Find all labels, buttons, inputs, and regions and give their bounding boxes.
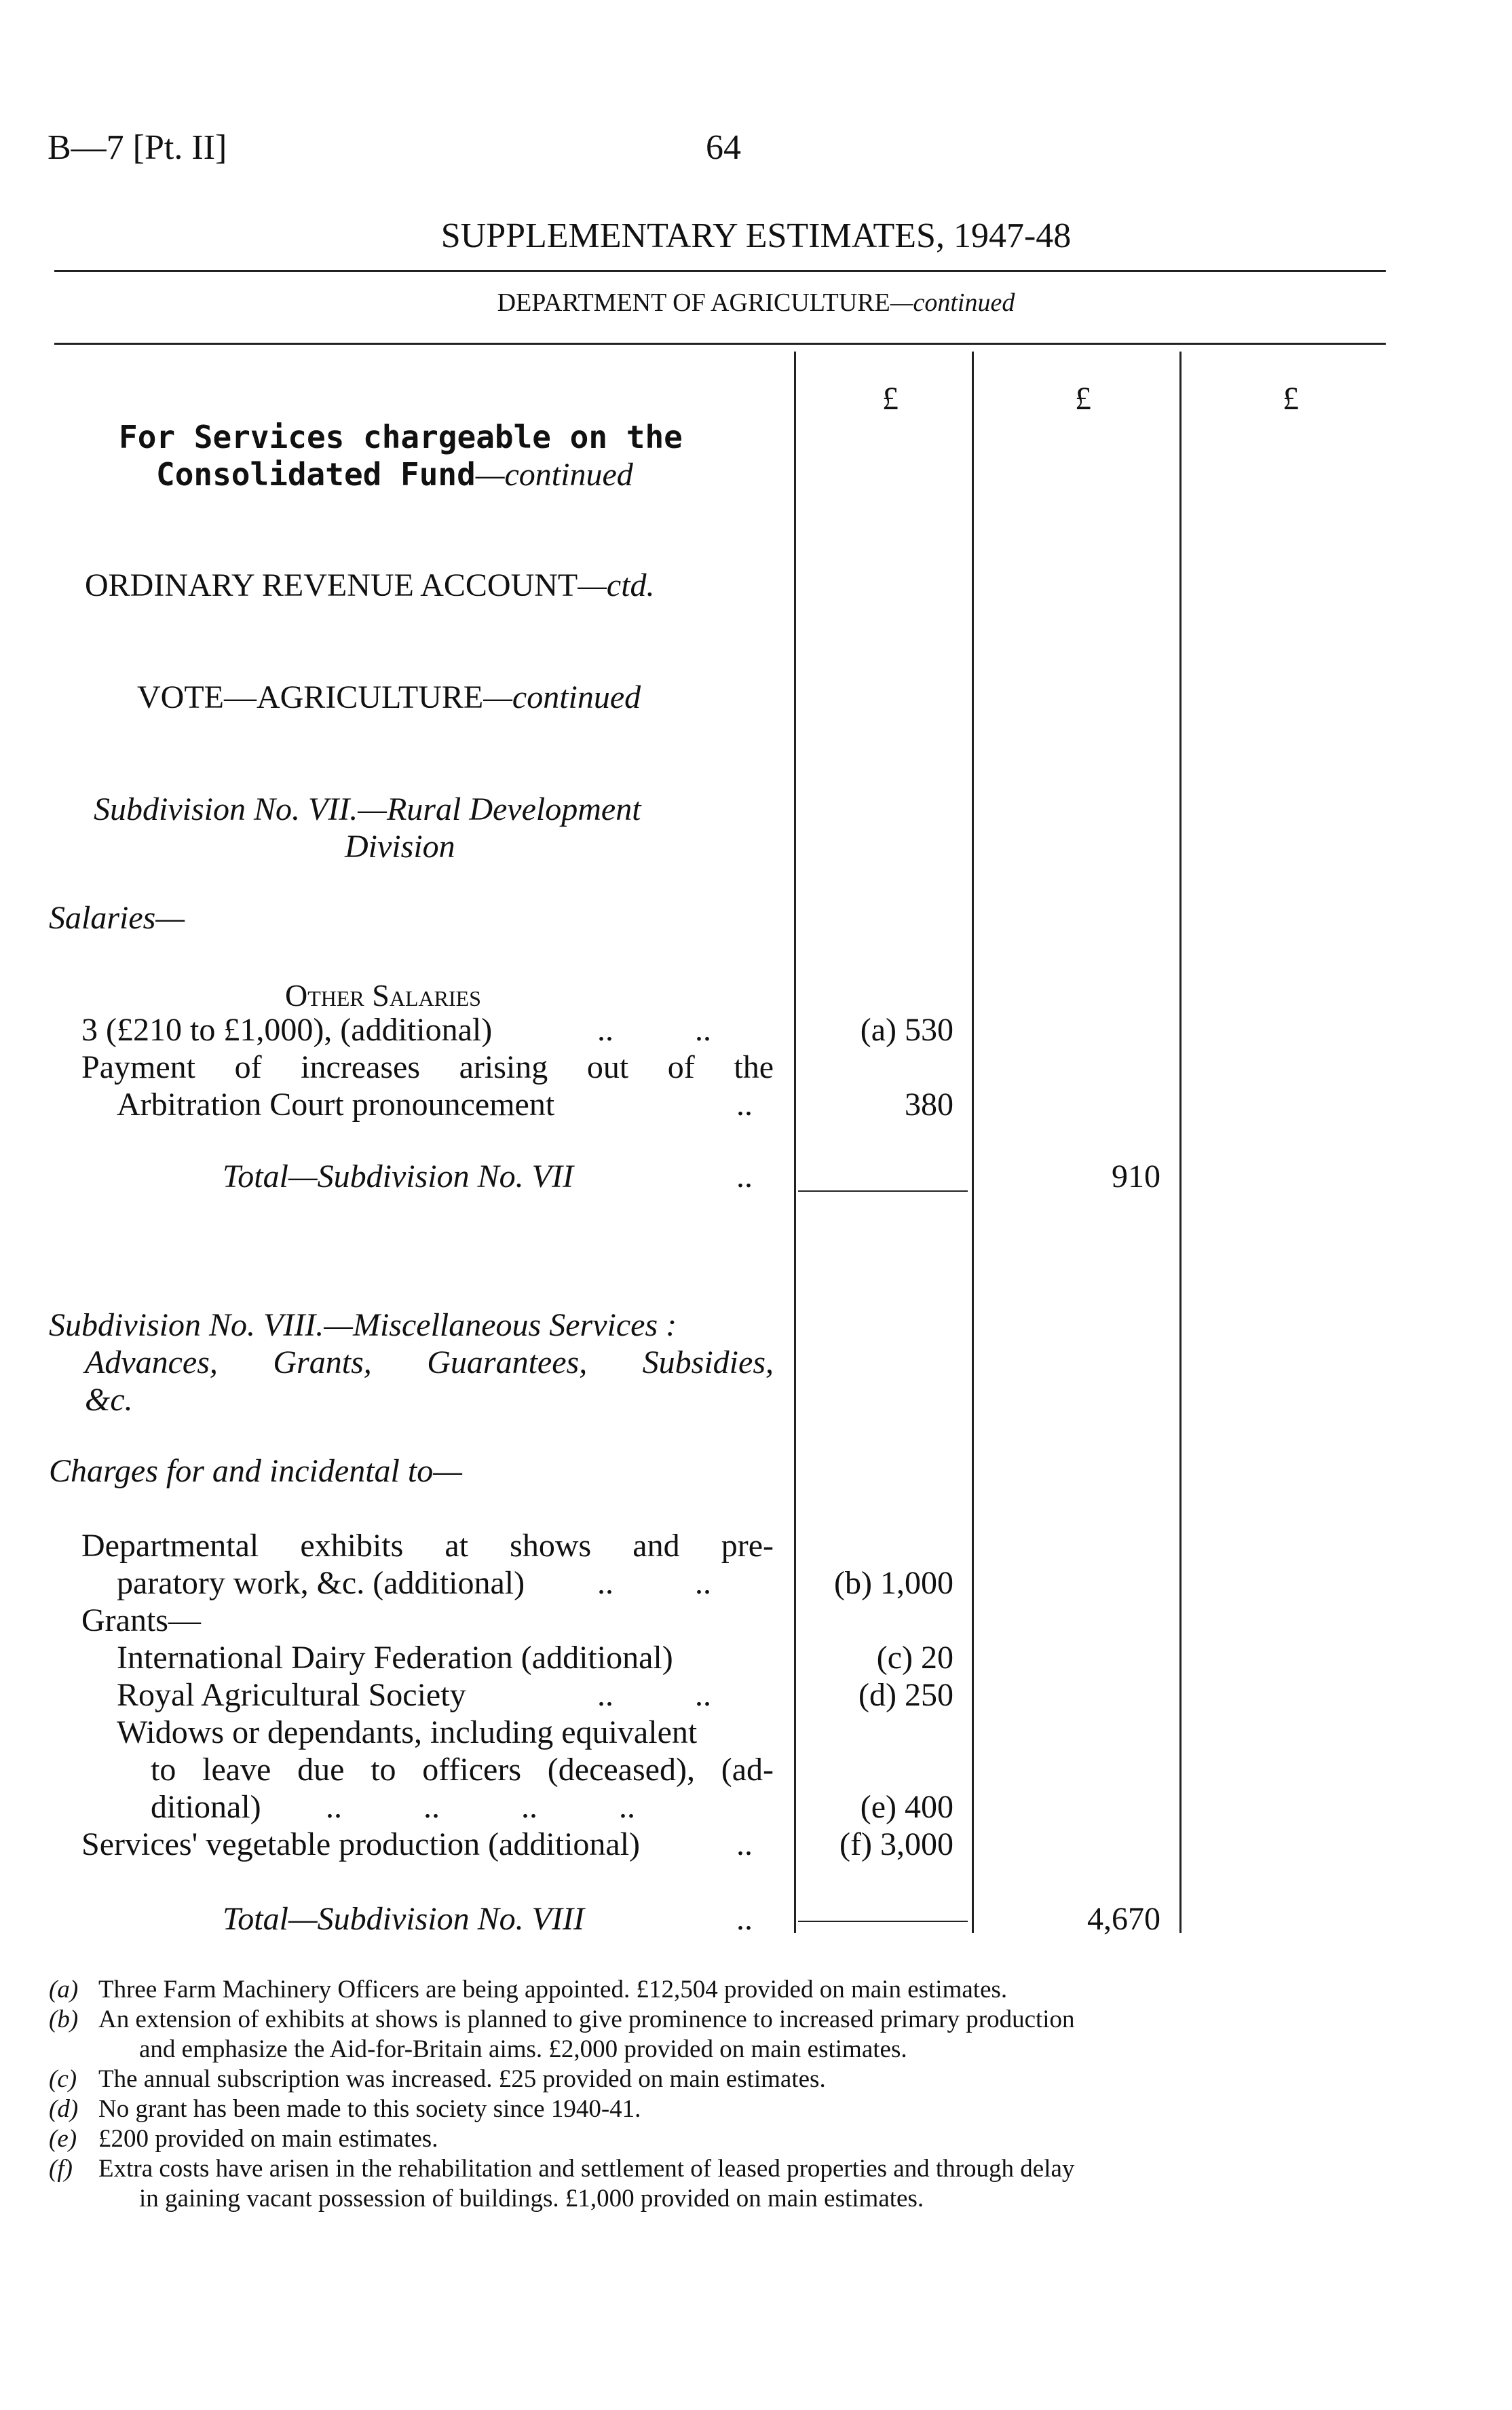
grants-label: Grants— bbox=[81, 1602, 201, 1638]
grant3-line2: to leave due to officers (deceased), (ad- bbox=[151, 1752, 774, 1788]
grant1-text: International Dairy Federation (additional) bbox=[117, 1640, 673, 1676]
column-separator-1 bbox=[794, 352, 796, 1933]
sub8-total-amount: 4,670 bbox=[1087, 1901, 1160, 1937]
footnote-b-mark: (b) bbox=[49, 2006, 79, 2033]
title-rule bbox=[54, 270, 1386, 272]
col2-currency: £ bbox=[1075, 381, 1091, 417]
grant3-line3: ditional) bbox=[151, 1789, 261, 1825]
page-reference: B—7 [Pt. II] bbox=[48, 128, 227, 167]
other-salaries-label: Other Salaries bbox=[285, 978, 481, 1013]
sub8-item1-line1: Departmental exhibits at shows and pre- bbox=[81, 1528, 774, 1564]
department-name: DEPARTMENT OF AGRICULTURE bbox=[497, 288, 890, 317]
services-suffix: —continued bbox=[475, 457, 633, 493]
sub7-total-label: Total—Subdivision No. VII bbox=[223, 1159, 573, 1194]
charges-label: Charges for and incidental to— bbox=[49, 1453, 462, 1489]
sub8-item2-leader: .. bbox=[736, 1826, 753, 1862]
grant2-leader: .. .. bbox=[597, 1677, 711, 1713]
column-separator-3 bbox=[1179, 352, 1182, 1933]
table-top-rule bbox=[54, 343, 1386, 345]
account-heading bbox=[85, 567, 655, 604]
footnote-c-text: The annual subscription was increased. £25 provided on main estimates. bbox=[98, 2065, 826, 2093]
sub7-subtotal-rule bbox=[798, 1190, 968, 1192]
grant2-amount: (d) 250 bbox=[858, 1677, 953, 1713]
sub7-item2-amount: 380 bbox=[905, 1087, 953, 1123]
footnote-d-mark: (d) bbox=[49, 2095, 79, 2123]
account-name: ORDINARY REVENUE ACCOUNT bbox=[85, 567, 578, 603]
col3-currency: £ bbox=[1283, 381, 1299, 417]
footnote-f-text1: Extra costs have arisen in the rehabilitation and settlement of leased properties and through delay bbox=[98, 2155, 1075, 2183]
sub7-item1-amount: (a) 530 bbox=[860, 1012, 953, 1048]
vote-heading bbox=[137, 679, 641, 716]
page-title-text: SUPPLEMENTARY ESTIMATES, 1947-48 bbox=[440, 216, 1072, 255]
department-heading bbox=[0, 288, 1512, 318]
grant2-text: Royal Agricultural Society bbox=[117, 1677, 466, 1713]
sub7-item2-line2: Arbitration Court pronouncement bbox=[117, 1087, 555, 1123]
footnote-e-mark: (e) bbox=[49, 2125, 77, 2153]
footnote-f-mark: (f) bbox=[49, 2155, 73, 2183]
sub8-total-label: Total—Subdivision No. VIII bbox=[223, 1901, 584, 1937]
page-number: 64 bbox=[706, 128, 741, 167]
department-suffix: —continued bbox=[890, 288, 1015, 317]
sub7-total-leader: .. bbox=[736, 1159, 753, 1194]
sub7-total-amount: 910 bbox=[1112, 1159, 1160, 1194]
grant1-amount: (c) 20 bbox=[876, 1640, 953, 1676]
consolidated-fund: Consolidated Fund bbox=[156, 456, 476, 493]
sub8-total-leader: .. bbox=[736, 1901, 753, 1937]
sub7-heading-line1: Subdivision No. VII.—Rural Development bbox=[94, 791, 641, 827]
sub8-heading-line3: &c. bbox=[85, 1382, 133, 1418]
vote-name: VOTE—AGRICULTURE bbox=[137, 679, 484, 715]
footnote-a-mark: (a) bbox=[49, 1976, 79, 2003]
services-heading-line1: For Services chargeable on the bbox=[119, 419, 683, 455]
footnote-e-text: £200 provided on main estimates. bbox=[98, 2125, 438, 2153]
sub8-item1-amount: (b) 1,000 bbox=[834, 1565, 953, 1601]
salaries-label: Salaries— bbox=[49, 900, 185, 936]
account-suffix: —ctd. bbox=[578, 567, 655, 603]
col1-currency: £ bbox=[882, 381, 899, 417]
grant3-line1: Widows or dependants, including equivalent bbox=[117, 1714, 698, 1750]
sub8-subtotal-rule bbox=[798, 1921, 968, 1922]
sub7-item1-leader: .. .. bbox=[597, 1012, 711, 1048]
sub8-item2-amount: (f) 3,000 bbox=[839, 1826, 953, 1862]
footnote-f-text2: in gaining vacant possession of buildings. £1,000 provided on main estimates. bbox=[139, 2185, 924, 2213]
footnote-a-text: Three Farm Machinery Officers are being appointed. £12,504 provided on main estimates. bbox=[98, 1976, 1008, 2003]
sub8-item2-text: Services' vegetable production (additional) bbox=[81, 1826, 641, 1862]
vote-suffix: —continued bbox=[483, 679, 641, 715]
sub8-item1-line2: paratory work, &c. (additional) bbox=[117, 1565, 525, 1601]
grant3-amount: (e) 400 bbox=[860, 1789, 953, 1825]
footnote-b-text1: An extension of exhibits at shows is planned to give prominence to increased primary production bbox=[98, 2006, 1075, 2033]
sub7-item2-leader: .. bbox=[736, 1087, 753, 1123]
footnote-c-mark: (c) bbox=[49, 2065, 77, 2093]
sub7-heading-line2: Division bbox=[345, 829, 455, 865]
column-separator-2 bbox=[972, 352, 974, 1933]
sub8-item1-leader: .. .. bbox=[597, 1565, 711, 1601]
footnote-b-text2: and emphasize the Aid-for-Britain aims. £2,000 provided on main estimates. bbox=[139, 2035, 907, 2063]
sub7-item2-line1: Payment of increases arising out of the bbox=[81, 1049, 774, 1085]
services-heading-line2 bbox=[156, 456, 633, 493]
sub8-heading-line1: Subdivision No. VIII.—Miscellaneous Services : bbox=[49, 1307, 677, 1343]
page-title bbox=[0, 216, 1512, 256]
sub8-heading-line2: Advances, Grants, Guarantees, Subsidies, bbox=[85, 1344, 774, 1380]
sub7-item1-text: 3 (£210 to £1,000), (additional) bbox=[81, 1012, 493, 1048]
footnote-d-text: No grant has been made to this society since 1940-41. bbox=[98, 2095, 641, 2123]
grant3-leader: .. .. .. .. bbox=[326, 1789, 635, 1825]
